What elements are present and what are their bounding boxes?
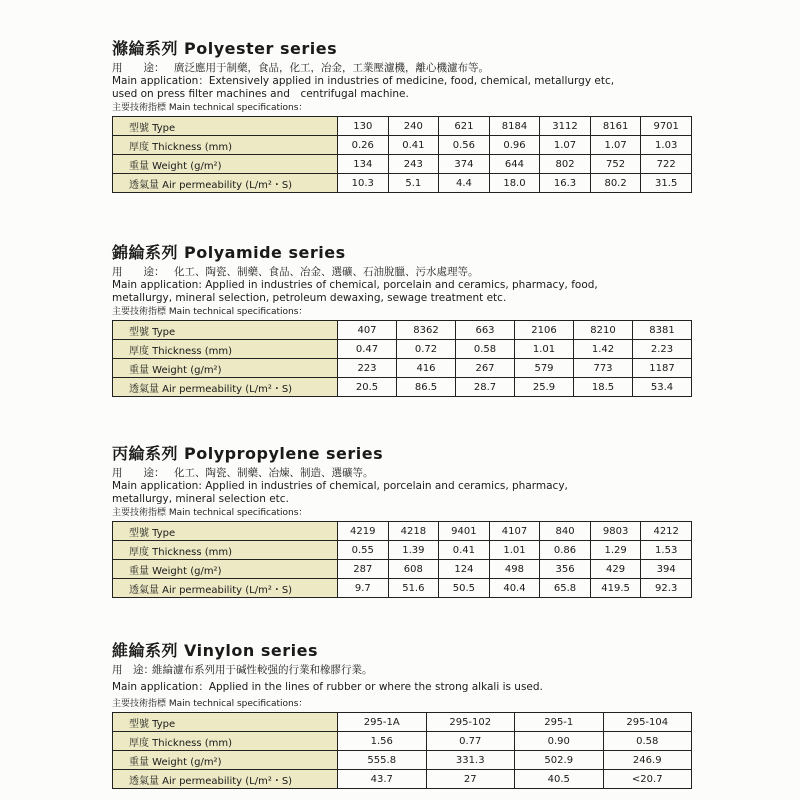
table-cell: 8381 (633, 321, 692, 340)
use-line: 用 途： 廣泛應用于制藥，食品，化工，冶金，工業壓濾機，離心機濾布等。 (112, 62, 489, 74)
row-label: 厚度 Thickness (mm) (113, 732, 338, 751)
section-title: 滌綸系列 Polyester series (112, 39, 338, 58)
table-cell: 407 (338, 321, 397, 340)
use-line: 用 途： 化工、陶瓷、制藥、冶煉、制造、選礦等。 (112, 467, 374, 479)
table-row (113, 751, 692, 770)
table-cell: 0.58 (603, 732, 692, 751)
main-application-line: Main application: Applied in industries of chemical, porcelain and ceramics, pharmacy, (112, 480, 568, 492)
table-cell: 1.39 (388, 541, 439, 560)
table-cell: 773 (574, 359, 633, 378)
table-cell: 0.41 (388, 136, 439, 155)
table-cell: 0.77 (426, 732, 515, 751)
main-application-line: metallurgy, mineral selection etc. (112, 493, 289, 505)
polyamide-section (112, 240, 692, 397)
table-cell: 394 (641, 560, 692, 579)
table-cell: 92.3 (641, 579, 692, 598)
table-cell: 40.5 (515, 770, 604, 789)
row-label: 厚度 Thickness (mm) (113, 136, 338, 155)
table-cell: 1.53 (641, 541, 692, 560)
row-label: 型號 Type (113, 117, 338, 136)
use-line: 用 途： 化工、陶瓷、制藥、食品、冶金、選礦、石油脫臘、污水處理等。 (112, 266, 479, 278)
table-cell: 134 (338, 155, 389, 174)
table-cell: 9803 (590, 522, 641, 541)
table-cell: <20.7 (603, 770, 692, 789)
table-cell: 9.7 (338, 579, 389, 598)
section-title: 丙綸系列 Polypropylene series (112, 444, 384, 463)
table-cell: 2106 (515, 321, 574, 340)
table-cell: 243 (388, 155, 439, 174)
table-cell: 240 (388, 117, 439, 136)
table-cell: 331.3 (426, 751, 515, 770)
table-cell: 18.5 (574, 378, 633, 397)
table-cell: 51.6 (388, 579, 439, 598)
table-cell: 429 (590, 560, 641, 579)
row-label: 透氣量 Air permeability (L/m²・S) (113, 579, 338, 598)
table-cell: 0.47 (338, 340, 397, 359)
table-cell: 4.4 (439, 174, 490, 193)
table-cell: 498 (489, 560, 540, 579)
table-cell: 1.03 (641, 136, 692, 155)
table-cell: 840 (540, 522, 591, 541)
row-label: 透氣量 Air permeability (L/m²・S) (113, 174, 338, 193)
table-cell: 8362 (397, 321, 456, 340)
spec-table (112, 116, 692, 193)
table-cell: 0.55 (338, 541, 389, 560)
table-cell: 0.72 (397, 340, 456, 359)
table-cell: 295-102 (426, 713, 515, 732)
table-cell: 31.5 (641, 174, 692, 193)
table-cell: 246.9 (603, 751, 692, 770)
table-cell: 416 (397, 359, 456, 378)
table-cell: 295-1A (338, 713, 427, 732)
table-cell: 27 (426, 770, 515, 789)
table-cell: 2.23 (633, 340, 692, 359)
section-title: 錦綸系列 Polyamide series (112, 243, 346, 262)
spec-table (112, 712, 692, 789)
table-cell: 124 (439, 560, 490, 579)
table-cell: 1.29 (590, 541, 641, 560)
table-cell: 608 (388, 560, 439, 579)
table-row (113, 713, 692, 732)
table-row (113, 770, 692, 789)
row-label: 重量 Weight (g/m²) (113, 155, 338, 174)
table-cell: 40.4 (489, 579, 540, 598)
table-cell: 295-104 (603, 713, 692, 732)
table-row (113, 117, 692, 136)
table-cell: 1.01 (515, 340, 574, 359)
spec-heading: 主要技術指標 Main technical specifications： (112, 699, 308, 709)
table-row (113, 522, 692, 541)
table-cell: 644 (489, 155, 540, 174)
row-label: 厚度 Thickness (mm) (113, 541, 338, 560)
spec-heading: 主要技術指標 Main technical specifications： (112, 508, 308, 518)
table-row (113, 321, 692, 340)
row-label: 重量 Weight (g/m²) (113, 359, 338, 378)
table-cell: 8161 (590, 117, 641, 136)
table-cell: 9401 (439, 522, 490, 541)
main-application-line: Main application：Extensively applied in industries of medicine, food, chemical, metallurgy etc, (112, 75, 615, 87)
spec-heading: 主要技術指標 Main technical specifications： (112, 103, 308, 113)
table-cell: 502.9 (515, 751, 604, 770)
table-cell: 0.26 (338, 136, 389, 155)
polypropylene-section (112, 441, 692, 598)
table-cell: 10.3 (338, 174, 389, 193)
table-cell: 53.4 (633, 378, 692, 397)
table-cell: 0.58 (456, 340, 515, 359)
table-cell: 0.56 (439, 136, 490, 155)
table-cell: 374 (439, 155, 490, 174)
table-cell: 223 (338, 359, 397, 378)
table-cell: 4212 (641, 522, 692, 541)
table-cell: 65.8 (540, 579, 591, 598)
row-label: 透氣量 Air permeability (L/m²・S) (113, 770, 338, 789)
main-application-line: Main application：Applied in the lines of rubber or where the strong alkali is used. (112, 681, 543, 693)
table-cell: 28.7 (456, 378, 515, 397)
table-cell: 0.90 (515, 732, 604, 751)
table-cell: 1.07 (540, 136, 591, 155)
table-row (113, 359, 692, 378)
table-row (113, 340, 692, 359)
table-cell: 419.5 (590, 579, 641, 598)
table-cell: 1.56 (338, 732, 427, 751)
use-line: 用 途：維綸濾布系列用于碱性較强的行業和橡膠行業。 (112, 664, 373, 676)
row-label: 厚度 Thickness (mm) (113, 340, 338, 359)
row-label: 透氣量 Air permeability (L/m²・S) (113, 378, 338, 397)
table-row (113, 136, 692, 155)
table-cell: 20.5 (338, 378, 397, 397)
table-cell: 579 (515, 359, 574, 378)
table-cell: 8210 (574, 321, 633, 340)
table-cell: 25.9 (515, 378, 574, 397)
table-cell: 4219 (338, 522, 389, 541)
table-cell: 50.5 (439, 579, 490, 598)
table-row (113, 541, 692, 560)
table-cell: 86.5 (397, 378, 456, 397)
main-application-line: used on press filter machines and centrifugal machine. (112, 88, 409, 100)
main-application-line: Main application: Applied in industries of chemical, porcelain and ceramics, pharmacy, food, (112, 279, 598, 291)
table-cell: 5.1 (388, 174, 439, 193)
table-cell: 287 (338, 560, 389, 579)
table-cell: 43.7 (338, 770, 427, 789)
table-cell: 3112 (540, 117, 591, 136)
table-cell: 621 (439, 117, 490, 136)
table-cell: 663 (456, 321, 515, 340)
table-cell: 80.2 (590, 174, 641, 193)
table-cell: 267 (456, 359, 515, 378)
table-cell: 16.3 (540, 174, 591, 193)
table-cell: 130 (338, 117, 389, 136)
row-label: 型號 Type (113, 713, 338, 732)
table-cell: 9701 (641, 117, 692, 136)
table-row (113, 155, 692, 174)
spec-table (112, 320, 692, 397)
table-cell: 722 (641, 155, 692, 174)
table-cell: 555.8 (338, 751, 427, 770)
table-cell: 1.42 (574, 340, 633, 359)
table-cell: 4107 (489, 522, 540, 541)
main-application-line: metallurgy, mineral selection, petroleum dewaxing, sewage treatment etc. (112, 292, 507, 304)
table-cell: 752 (590, 155, 641, 174)
table-cell: 4218 (388, 522, 439, 541)
row-label: 型號 Type (113, 522, 338, 541)
table-row (113, 560, 692, 579)
spec-table (112, 521, 692, 598)
table-cell: 802 (540, 155, 591, 174)
table-row (113, 378, 692, 397)
row-label: 重量 Weight (g/m²) (113, 751, 338, 770)
table-cell: 18.0 (489, 174, 540, 193)
spec-heading: 主要技術指標 Main technical specifications： (112, 307, 308, 317)
table-cell: 356 (540, 560, 591, 579)
table-row (113, 174, 692, 193)
table-cell: 295-1 (515, 713, 604, 732)
vinylon-section (112, 638, 692, 789)
table-row (113, 732, 692, 751)
table-cell: 0.41 (439, 541, 490, 560)
table-cell: 0.96 (489, 136, 540, 155)
polyester-section (112, 36, 692, 193)
table-cell: 1.01 (489, 541, 540, 560)
row-label: 型號 Type (113, 321, 338, 340)
section-title: 維綸系列 Vinylon series (112, 641, 318, 660)
row-label: 重量 Weight (g/m²) (113, 560, 338, 579)
table-row (113, 579, 692, 598)
table-cell: 8184 (489, 117, 540, 136)
table-cell: 1.07 (590, 136, 641, 155)
table-cell: 1187 (633, 359, 692, 378)
table-cell: 0.86 (540, 541, 591, 560)
